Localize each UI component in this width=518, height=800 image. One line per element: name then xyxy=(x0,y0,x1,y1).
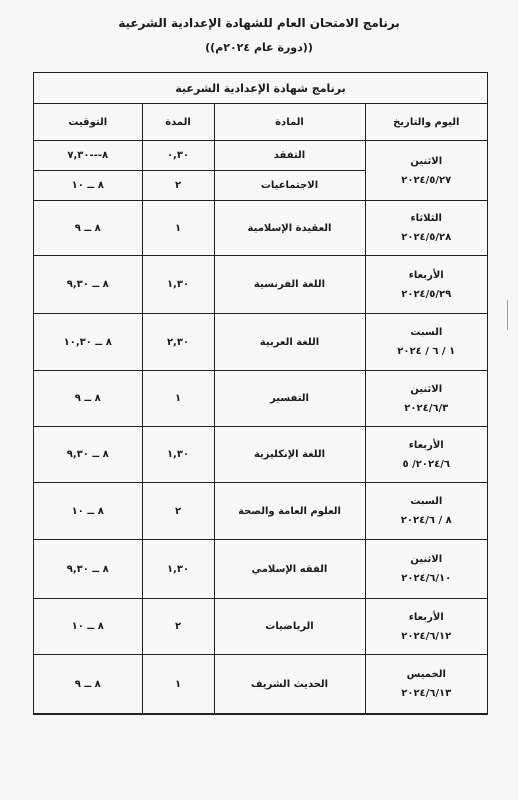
schedule-box xyxy=(33,72,488,715)
day-name: الأربعاء xyxy=(408,269,444,281)
exam-date: ٨ / ٢٠٢٤/٦ xyxy=(400,515,452,526)
duration-cell: ١ xyxy=(142,371,214,427)
table-row xyxy=(34,540,487,599)
day-date-cell xyxy=(365,256,487,314)
time-cell: ٨ ــ ٩ xyxy=(34,371,142,427)
table-row xyxy=(34,141,487,171)
day-date-cell xyxy=(365,201,487,256)
col-header-day-date: اليوم والتاريخ xyxy=(365,104,487,141)
day-date-cell xyxy=(365,483,487,540)
subject-cell: الحديث الشريف xyxy=(214,655,365,714)
exam-date: ٢٠٢٤/٦/١٢ xyxy=(401,630,452,642)
day-name: الاثنين xyxy=(410,155,443,167)
subject-cell: اللغة الإنكليزية xyxy=(214,427,365,483)
exam-schedule-table xyxy=(34,104,487,714)
time-cell: ٨ ــ ٩ xyxy=(34,655,142,714)
exam-date: ٢٠٢٤/٦/٣ xyxy=(404,402,449,414)
time-cell: ٨ ــ ١٠,٣٠ xyxy=(34,314,142,371)
subject-cell: اللغة الفرنسية xyxy=(214,256,365,314)
day-name: الأربعاء xyxy=(408,611,444,623)
subject-cell: العقيدة الإسلامية xyxy=(214,201,365,256)
time-cell: ٨ ــ ٩,٣٠ xyxy=(34,256,142,314)
document-subtitle: ((دورة عام ٢٠٢٤م)) xyxy=(205,41,313,54)
subject-cell: العلوم العامة والصحة xyxy=(214,483,365,540)
duration-cell: ٢ xyxy=(142,171,214,201)
exam-date: ٢٠٢٤/٦/ ٥ xyxy=(402,458,450,470)
table-row xyxy=(34,314,487,371)
subject-cell: الاجتماعيات xyxy=(214,171,365,201)
day-name: الخميس xyxy=(406,669,446,680)
duration-cell: ٢ xyxy=(142,483,214,540)
duration-cell: ٢,٣٠ xyxy=(142,314,214,371)
table-row xyxy=(34,655,487,714)
day-name: الاثنين xyxy=(410,554,443,565)
day-date-cell xyxy=(365,314,487,371)
day-name: الثلاثاء xyxy=(410,213,442,224)
duration-cell: ١,٣٠ xyxy=(142,540,214,599)
duration-cell: ١,٣٠ xyxy=(142,427,214,483)
margin-mark xyxy=(507,300,512,330)
time-cell: ٨ ــ ١٠ xyxy=(34,171,142,201)
subject-cell: الفقه الإسلامي xyxy=(214,540,365,599)
exam-date: ٢٠٢٤/٦/١٣ xyxy=(401,688,452,699)
day-date-cell xyxy=(365,141,487,201)
time-cell: ٨ ــ ٩,٣٠ xyxy=(34,427,142,483)
table-row xyxy=(34,256,487,314)
duration-cell: ١ xyxy=(142,201,214,256)
table-header-row xyxy=(34,104,487,141)
col-header-duration: المدة xyxy=(142,104,214,141)
table-body xyxy=(34,141,487,714)
exam-date: ٢٠٢٤/٥/٢٧ xyxy=(401,174,452,186)
time-cell: ٨ ــ ١٠ xyxy=(34,599,142,655)
col-header-subject: المادة xyxy=(214,104,365,141)
time-cell: ٨ ــ ١٠ xyxy=(34,483,142,540)
table-row xyxy=(34,427,487,483)
subject-cell: اللغة العربية xyxy=(214,314,365,371)
subject-cell: التفسير xyxy=(214,371,365,427)
exam-date: ١ / ٦ / ٢٠٢٤ xyxy=(397,346,456,357)
exam-date: ٢٠٢٤/٦/١٠ xyxy=(401,573,452,584)
duration-cell: ٢ xyxy=(142,599,214,655)
day-name: الاثنين xyxy=(410,383,443,395)
subject-cell: الرياضيات xyxy=(214,599,365,655)
table-row xyxy=(34,599,487,655)
table-row xyxy=(34,201,487,256)
time-cell: ٨ ــ ٩,٣٠ xyxy=(34,540,142,599)
duration-cell: ١ xyxy=(142,655,214,714)
table-row xyxy=(34,371,487,427)
day-name: الأربعاء xyxy=(408,439,444,451)
day-date-cell xyxy=(365,427,487,483)
time-cell: ٨ ــ ٩ xyxy=(34,201,142,256)
subject-cell: التفقد xyxy=(214,141,365,171)
day-date-cell xyxy=(365,540,487,599)
day-date-cell xyxy=(365,599,487,655)
duration-cell: ١,٣٠ xyxy=(142,256,214,314)
exam-date: ٢٠٢٤/٥/٢٨ xyxy=(401,232,452,243)
day-date-cell xyxy=(365,655,487,714)
duration-cell: ٠,٣٠ xyxy=(142,141,214,171)
day-name: السبت xyxy=(410,496,443,507)
document-title: برنامج الامتحان العام للشهادة الإعدادية الشرعية xyxy=(118,16,400,30)
table-caption: برنامج شهادة الإعدادية الشرعية xyxy=(34,73,487,104)
table-row xyxy=(34,483,487,540)
day-name: السبت xyxy=(410,327,443,338)
day-date-cell xyxy=(365,371,487,427)
exam-date: ٢٠٢٤/٥/٢٩ xyxy=(401,288,452,300)
col-header-time: التوقيت xyxy=(34,104,142,141)
time-cell: ٨---٧,٣٠ xyxy=(34,141,142,171)
